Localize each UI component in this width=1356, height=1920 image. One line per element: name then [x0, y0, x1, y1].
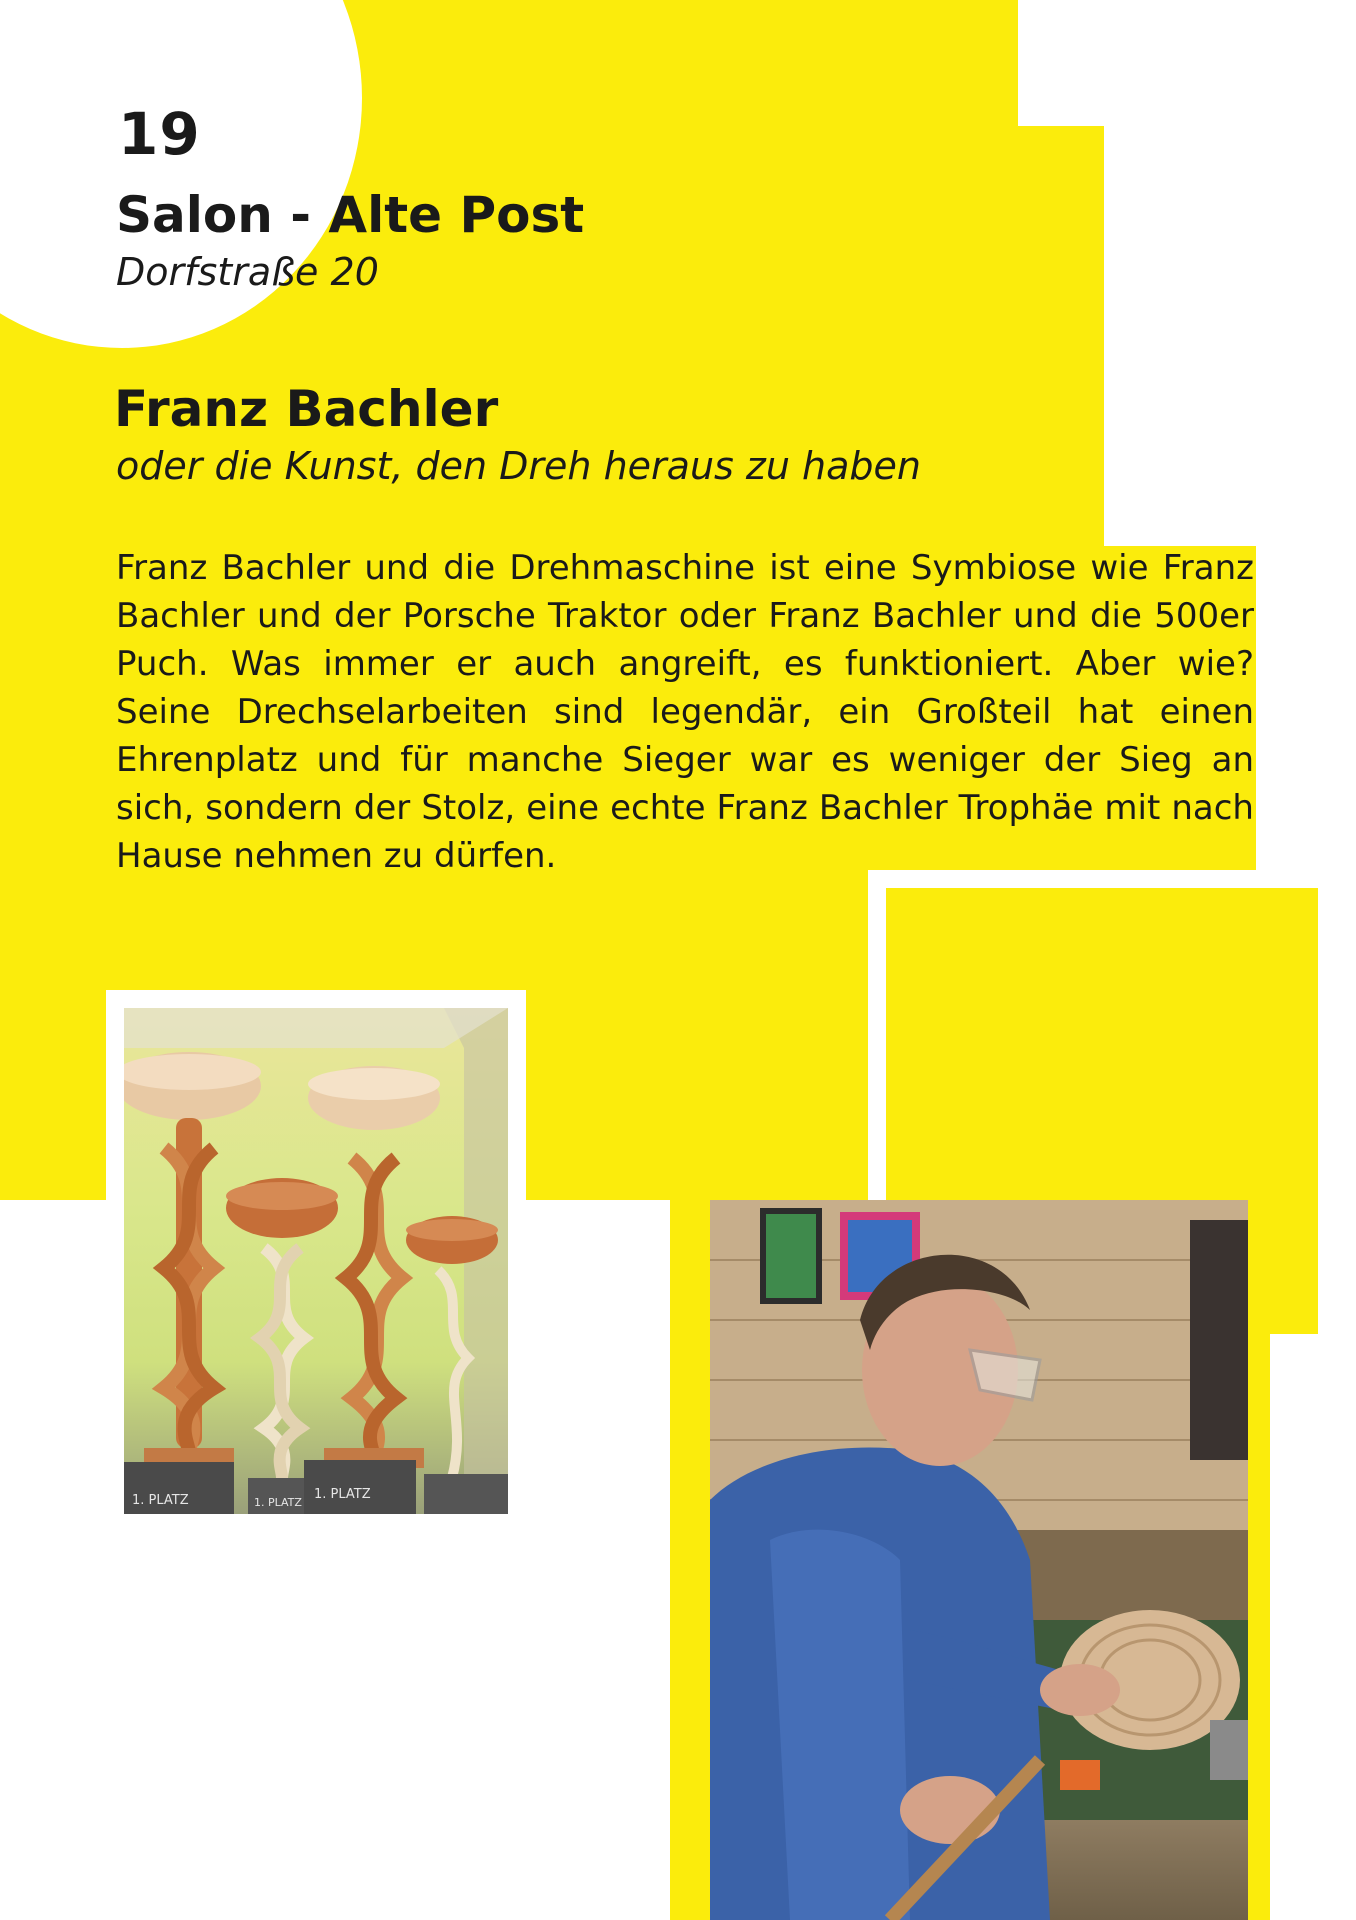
turner-photo [710, 1200, 1248, 1920]
woodturner-illustration [710, 1200, 1248, 1920]
trophy-illustration [124, 1008, 508, 1514]
white-gap-right [1256, 0, 1356, 870]
plaque-label-2: 1. PLATZ [254, 1496, 302, 1509]
white-margin-bottom-right [1270, 1334, 1356, 1920]
description-paragraph: Franz Bachler und die Drehmaschine ist eine Symbiose wie Franz Bachler und der Porsche Traktor oder Franz Bachler und die 500er Puch. Was immer er auch angreift, es funktioniert. Aber wie? Seine Drechselarbeiten sind legendär, ein Großteil hat einen Ehrenplatz und für manche Sieger war es weniger der Sieg an sich, sondern der Stolz, eine echte Franz Bachler Trophäe mit nach Hause nehmen zu dürfen. [116, 548, 1254, 876]
artist-tagline: oder die Kunst, den Dreh heraus zu haben [116, 444, 921, 488]
venue-address: Dorfstraße 20 [116, 250, 379, 294]
white-notch-right-column [1104, 126, 1256, 546]
artist-name: Franz Bachler [114, 380, 499, 438]
trophy-photo [124, 1008, 508, 1514]
plaque-label-3: 1. PLATZ [314, 1487, 371, 1502]
entry-number: 19 [118, 100, 201, 168]
white-notch-top-right [1018, 0, 1256, 126]
plaque-label-1: 1. PLATZ [132, 1493, 189, 1508]
venue-name: Salon - Alte Post [116, 186, 585, 244]
